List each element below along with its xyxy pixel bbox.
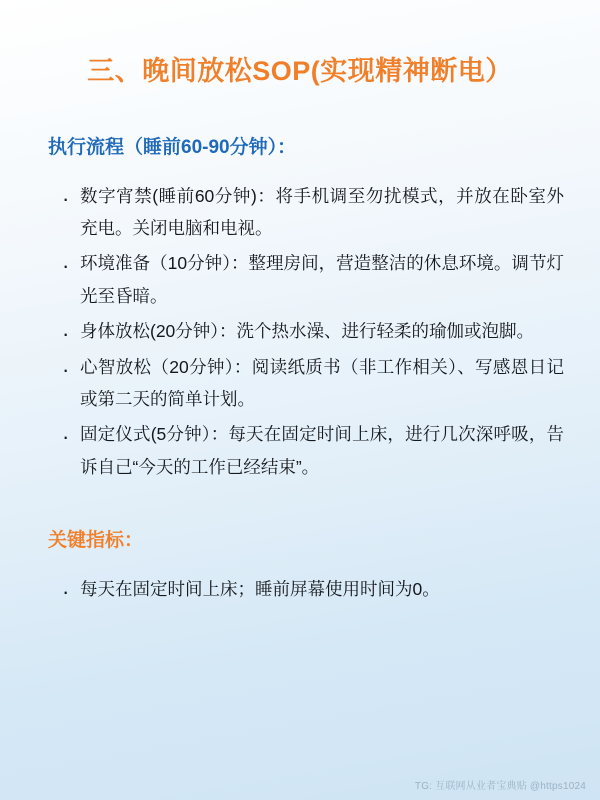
- list-item: · 每天在固定时间上床；睡前屏幕使用时间为0。: [62, 573, 564, 605]
- process-list: [36, 162, 564, 483]
- list-item: · 数字宵禁(睡前60分钟)：将手机调至勿扰模式，并放在卧室外充电。关闭电脑和电视。: [62, 180, 564, 245]
- list-item: · 环境准备（10分钟）：整理房间，营造整洁的休息环境。调节灯光至昏暗。: [62, 247, 564, 312]
- list-item: · 固定仪式(5分钟）：每天在固定时间上床，进行几次深呼吸，告诉自己“今天的工作已经结束”。: [62, 418, 564, 483]
- key-metrics-list: [36, 555, 564, 605]
- page-title: 三、晚间放松SOP(实现精神断电）: [87, 56, 513, 86]
- watermark: TG: 互联网从业者宝典贴 @https1024: [414, 781, 586, 792]
- list-item: · 心智放松（20分钟）：阅读纸质书（非工作相关）、写感恩日记或第二天的简单计划。: [62, 351, 564, 416]
- section-heading-key-metrics: 关键指标：: [48, 530, 144, 552]
- list-item: · 身体放松(20分钟）：洗个热水澡、进行轻柔的瑜伽或泡脚。: [62, 315, 564, 347]
- section-heading-process: 执行流程（睡前60-90分钟）：: [48, 137, 297, 159]
